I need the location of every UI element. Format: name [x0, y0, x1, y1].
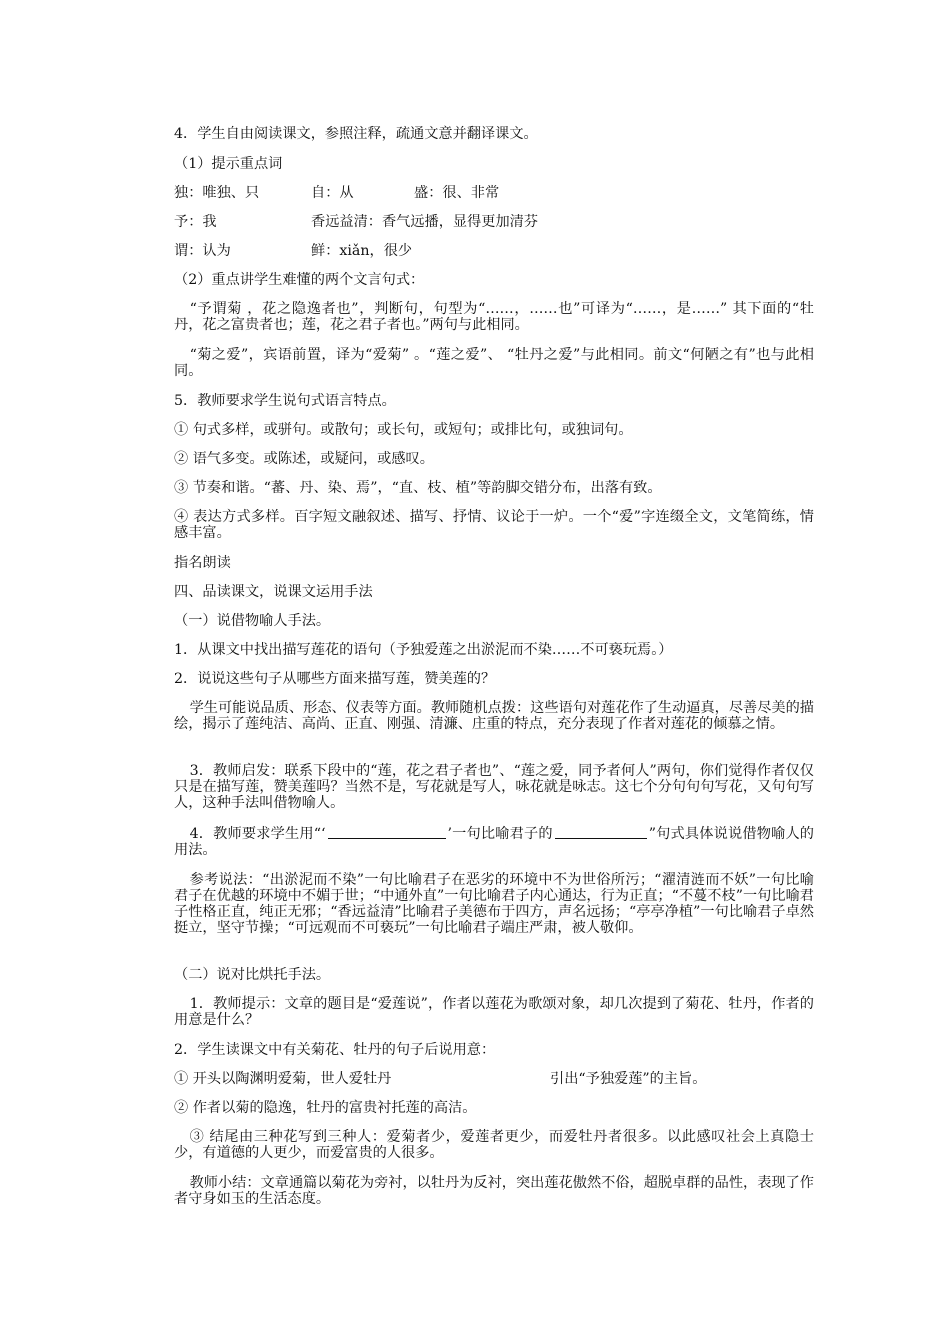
blank-line — [555, 830, 647, 839]
gloss-item: 香远益清：香气远播，显得更加清芬 — [311, 214, 539, 230]
student-answer-paragraph: 学生可能说品质、形态、仪表等方面。教师随机点拨：这些语句对莲花作了生动逼真，尽善尽美的描绘，揭示了莲纯洁、高尚、正直、刚强、清濂、庄重的特点，充分表现了作者对莲花的倾慕之情。 — [174, 700, 814, 732]
contrast-point-1-end: 引出“予独爱莲”的主旨。 — [550, 1071, 707, 1087]
gloss-row-1 — [174, 185, 814, 201]
gloss-item: 盛：很、非常 — [414, 185, 500, 201]
step-1-find-sentences: 1．从课文中找出描写莲花的语句（予独爱莲之出淤泥而不染……不可亵玩焉。） — [174, 642, 673, 658]
step-4-heading: 4．学生自由阅读课文，参照注释，疏通文意并翻译课文。 — [174, 126, 538, 142]
gloss-item: 独：唯独、只 — [174, 185, 260, 201]
blank-line — [328, 830, 446, 839]
reference-answer-paragraph: 参考说法：“出淤泥而不染”一句比喻君子在恶劣的环境中不为世俗所污；“濯清涟而不妖”一句比喻君子在优越的环境中不媚于世；“中通外直”一句比喻君子内心通达，行为正直；“不蔓不枝”一句比喻君子性格正直，纯正无邪；“香远益清”比喻君子美德布于四方，声名远扬；“亭亭净植”一句比喻君子卓然挺立，坚守节操；“可远观而不可亵玩”一句比喻君子端庄严肃，被人敬仰。 — [174, 872, 814, 936]
feature-2: ② 语气多变。或陈述，或疑问，或感叹。 — [174, 451, 434, 467]
pattern-text-middle: ’一句比喻君子的 — [447, 826, 553, 842]
pattern-text-start: 4．教师要求学生用“‘ — [189, 826, 326, 842]
teacher-prompt-paragraph: 3．教师启发：联系下段中的“莲，花之君子者也”、“莲之爱，同予者何人”两句，你们觉得作者仅仅只是在描写莲，赞美莲吗？当然不是，写花就是写人，咏花就是咏志。这七个分句句句写花，又句句写人，这种手法叫借物喻人。 — [174, 763, 814, 811]
feature-3: ③ 节奏和谐。“蕃、丹、染、焉”，“直、枝、植”等韵脚交错分布，出落有致。 — [174, 480, 662, 496]
feature-1: ① 句式多样，或骈句。或散句；或长句，或短句；或排比句，或独词句。 — [174, 422, 633, 438]
contrast-point-1-start: ① 开头以陶渊明爱菊，世人爱牡丹 — [174, 1071, 392, 1087]
gloss-item: 自：从 — [311, 185, 354, 201]
gloss-row-2 — [174, 214, 814, 230]
teacher-hint-paragraph: 1．教师提示：文章的题目是“爱莲说”，作者以莲花为歌颂对象，却几次提到了菊花、牡丹，作者的用意是什么？ — [174, 996, 814, 1028]
contrast-point-3: ③ 结尾由三种花写到三种人：爱菊者少，爱莲者更少，而爱牡丹者很多。以此感叹社会上真隐士少，有道德的人更少，而爱富贵的人很多。 — [174, 1129, 814, 1161]
read-aloud-note: 指名朗读 — [174, 555, 231, 571]
judgment-sentence-paragraph: “予谓菊 ，花之隐逸者也”，判断句，句型为“……，……也”可译为“……，是……” 其下面的“牡丹，花之富贵者也；莲，花之君子者也。”两句与此相同。 — [174, 301, 814, 333]
contrast-point-2: ② 作者以菊的隐逸，牡丹的富贵衬托莲的高洁。 — [174, 1100, 477, 1116]
step-5-heading: 5．教师要求学生说句式语言特点。 — [174, 393, 396, 409]
subsection-1-heading: （一）说借物喻人手法。 — [174, 613, 331, 629]
contrast-point-1 — [174, 1071, 814, 1087]
subsection-2-heading: （二）说对比烘托手法。 — [174, 967, 331, 983]
key-words-heading: （1）提示重点词 — [174, 156, 283, 172]
object-fronting-paragraph: “菊之爱”，宾语前置，译为“爱菊” 。“莲之爱”、 “牡丹之爱”与此相同。前文“何陋之有”也与此相同。 — [174, 347, 814, 379]
teacher-summary: 教师小结：文章通篇以菊花为旁衬，以牡丹为反衬，突出莲花傲然不俗，超脱卓群的品性，表现了作者守身如玉的生活态度。 — [174, 1175, 814, 1207]
student-read-paragraph: 2．学生读课文中有关菊花、牡丹的句子后说用意： — [174, 1042, 496, 1058]
gloss-item: 谓：认为 — [174, 243, 231, 259]
gloss-item: 鲜：xiǎn，很少 — [311, 243, 413, 259]
step-2-discussion: 2．说说这些句子从哪些方面来描写莲，赞美莲的？ — [174, 671, 496, 687]
step-4-sentence-pattern — [174, 826, 814, 858]
gloss-row-3 — [174, 243, 814, 259]
gloss-item: 予：我 — [174, 214, 217, 230]
section-4-heading: 四、品读课文，说课文运用手法 — [174, 584, 373, 600]
sentence-patterns-heading: （2）重点讲学生难懂的两个文言句式： — [174, 272, 425, 288]
feature-4: ④ 表达方式多样。百字短文融叙述、描写、抒情、议论于一炉。一个“爱”字连缀全文，文笔简练，情感丰富。 — [174, 509, 814, 541]
pattern-text-end: ”句式具体说说借物喻人的用法。 — [174, 826, 814, 858]
